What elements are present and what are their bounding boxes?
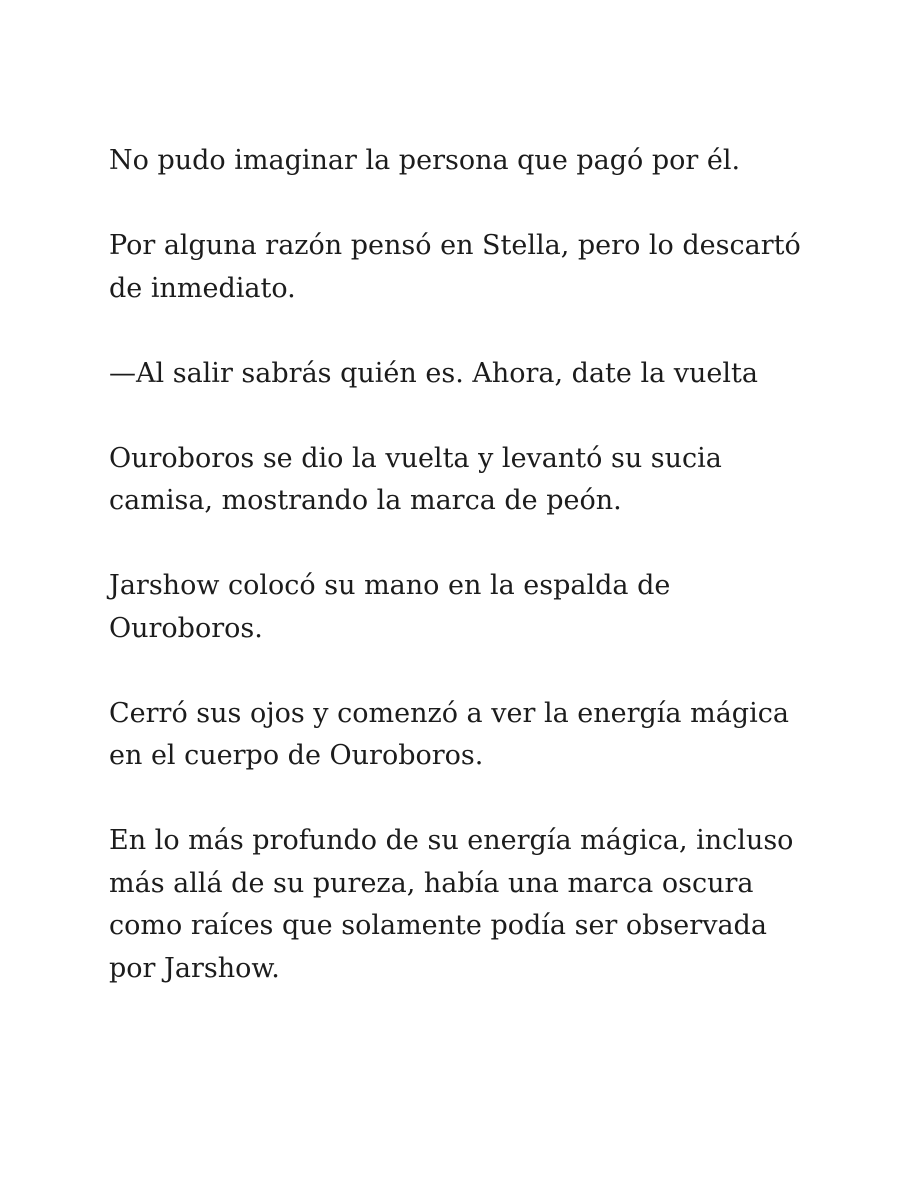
paragraph-6: Cerró sus ojos y comenzó a ver la energía mágica en el cuerpo de Ouroboros. [109,697,789,771]
paragraph-5: Jarshow colocó su mano en la espalda de Ouroboros. [109,570,671,644]
paragraph-4: Ouroboros se dio la vuelta y levantó su sucia camisa, mostrando la marca de peón. [109,442,722,516]
paragraph-3: —Al salir sabrás quién es. Ahora, date la vuelta [109,357,758,389]
paragraph-7: En lo más profundo de su energía mágica, incluso más allá de su pureza, había una marca oscura como raíces que solamente podía ser observada por Jarshow. [109,825,794,984]
text-body [109,140,809,990]
paragraph-2: Por alguna razón pensó en Stella, pero lo descartó de inmediato. [109,230,801,304]
paragraph-1: No pudo imaginar la persona que pagó por él. [109,145,741,176]
